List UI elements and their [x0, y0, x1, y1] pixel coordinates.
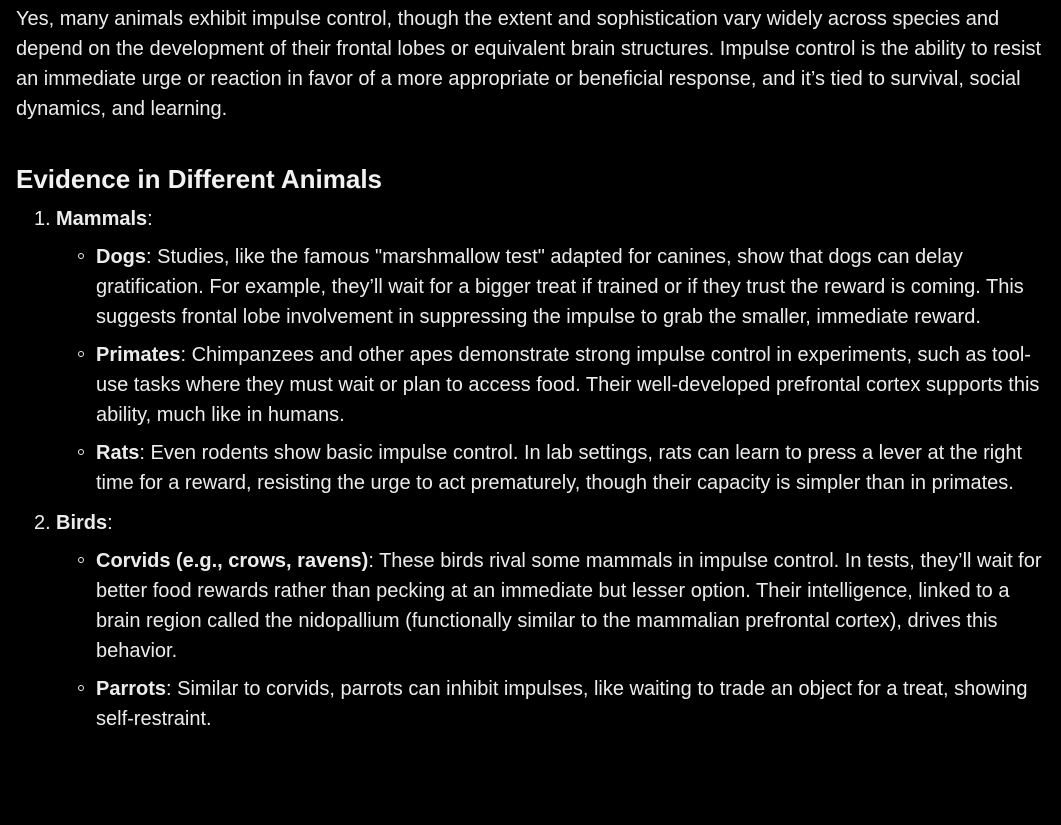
- item-text: : Even rodents show basic impulse control. In lab settings, rats can learn to press a lever at the right time for a reward, resisting the urge to act prematurely, though their capacity is simpler than in primates.: [96, 442, 1023, 494]
- item-title: Primates: [96, 344, 181, 366]
- circle-bullet-icon: [78, 351, 84, 357]
- circle-bullet-icon: [78, 557, 84, 563]
- mammals-sublist: [16, 242, 1046, 498]
- category-list: [16, 204, 1046, 734]
- list-item-primates: [16, 340, 1046, 430]
- list-item-rats: [16, 438, 1046, 498]
- circle-bullet-icon: [78, 449, 84, 455]
- category-header: [16, 204, 1046, 234]
- section-heading: Evidence in Different Animals: [16, 164, 383, 194]
- item-title: Corvids (e.g., crows, ravens): [96, 550, 369, 572]
- category-birds: [16, 508, 1046, 734]
- item-text: : These birds rival some mammals in impulse control. In tests, they’ll wait for better food rewards rather than pecking at an immediate but lesser option. Their intelligence, linked to a brain region called the nidopallium (functionally similar to the mammalian prefrontal cortex), drives this behavior.: [96, 550, 1042, 662]
- intro-paragraph: Yes, many animals exhibit impulse control, though the extent and sophistication vary widely across species and depend on the development of their frontal lobes or equivalent brain structures. Impulse control is the ability to resist an immediate urge or reaction in favor of a more appropriate or beneficial response, and it’s tied to survival, social dynamics, and learning.: [16, 8, 1042, 120]
- item-text: : Chimpanzees and other apes demonstrate strong impulse control in experiments, such as tool-use tasks where they must wait or plan to access food. Their well-developed prefrontal cortex supports this ability, much like in humans.: [96, 344, 1040, 426]
- category-header: [16, 508, 1046, 538]
- category-mammals: [16, 204, 1046, 498]
- list-number: 1.: [34, 208, 51, 230]
- circle-bullet-icon: [78, 685, 84, 691]
- item-title: Dogs: [96, 246, 146, 268]
- category-colon: :: [147, 208, 153, 230]
- birds-sublist: [16, 546, 1046, 734]
- category-colon: :: [107, 512, 113, 534]
- item-text: : Studies, like the famous "marshmallow test" adapted for canines, show that dogs can delay gratification. For example, they’ll wait for a bigger treat if trained or if they trust the reward is coming. This suggests frontal lobe involvement in suppressing the impulse to grab the smaller, immediate reward.: [96, 246, 1024, 328]
- item-title: Parrots: [96, 678, 167, 700]
- category-label: Mammals: [56, 208, 148, 230]
- chat-response: [16, 4, 1046, 734]
- list-number: 2.: [34, 512, 51, 534]
- list-item-corvids: [16, 546, 1046, 666]
- item-title: Rats: [96, 442, 140, 464]
- circle-bullet-icon: [78, 253, 84, 259]
- list-item-parrots: [16, 674, 1046, 734]
- list-item-dogs: [16, 242, 1046, 332]
- category-label: Birds: [56, 512, 108, 534]
- item-text: : Similar to corvids, parrots can inhibit impulses, like waiting to trade an object for a treat, showing self-restraint.: [96, 678, 1028, 730]
